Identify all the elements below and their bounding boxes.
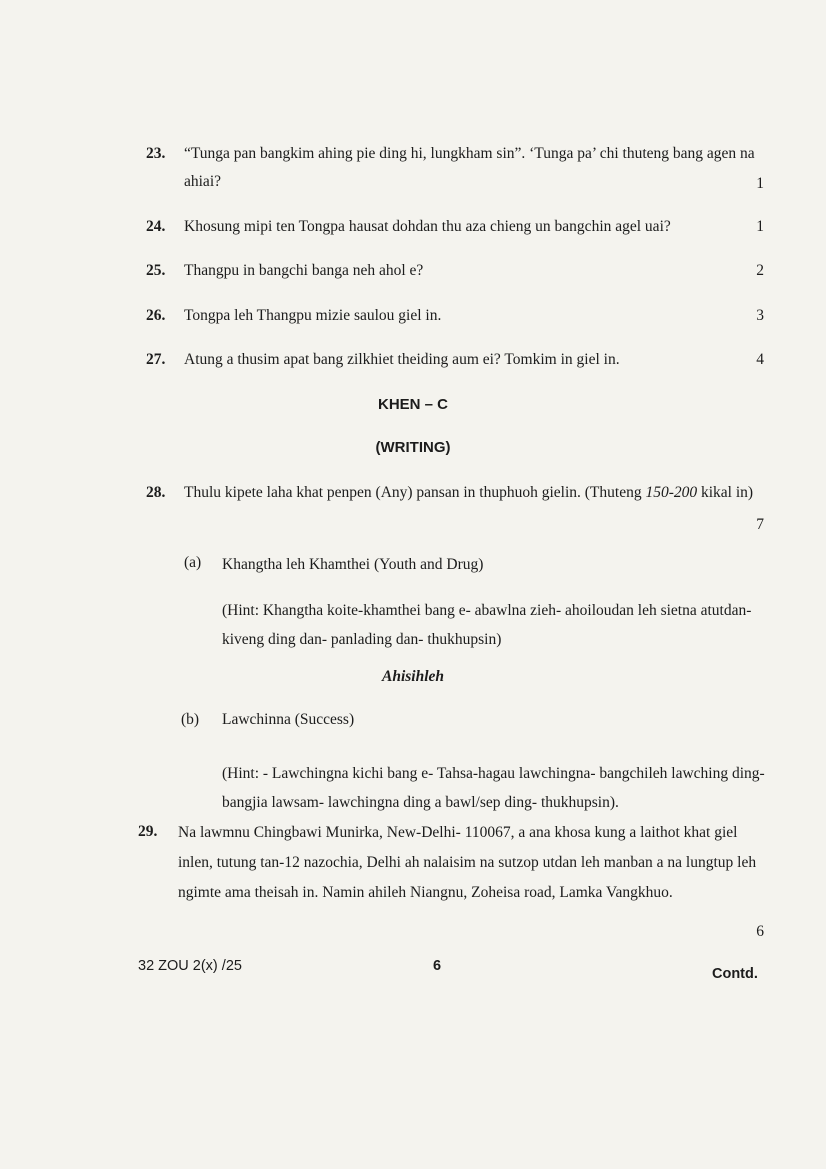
question-marks: 3 xyxy=(756,307,764,324)
option-b-hint: (Hint: - Lawchingna kichi bang e- Tahsa-hagau lawchingna- bangchileh lawching ding- bangjia lawsam- lawchingna ding a bawl/sep ding- thukhupsin). xyxy=(222,765,765,811)
question-number: 25. xyxy=(146,262,166,279)
section-subtitle: (WRITING) xyxy=(375,439,451,456)
question-27 xyxy=(146,346,770,376)
question-text xyxy=(184,479,756,507)
question-text: Tongpa leh Thangpu mizie saulou giel in. xyxy=(184,307,442,324)
option-a-label: (a) xyxy=(184,554,202,571)
question-number: 28. xyxy=(146,484,166,501)
option-b-title: Lawchinna (Success) xyxy=(222,711,355,728)
question-text: “Tunga pan bangkim ahing pie ding hi, lungkham sin”. ‘Tunga pa’ chi thuteng bang agen na ahiai? xyxy=(184,145,755,190)
question-marks: 4 xyxy=(756,351,764,368)
question-marks: 1 xyxy=(756,175,764,192)
question-number: 26. xyxy=(146,307,166,324)
or-divider: Ahisihleh xyxy=(381,668,445,685)
paper-code: 32 ZOU 2(x) /25 xyxy=(138,958,242,974)
continued-label: Contd. xyxy=(712,966,758,982)
page-number: 6 xyxy=(433,958,442,974)
question-24 xyxy=(146,213,770,243)
question-text: Na lawmnu Chingbawi Munirka, New-Delhi- 110067, a ana khosa kung a laithot khat giel inlen, tutung tan-12 nazochia, Delhi ah nalaisim na sutzop utdan leh manban a na lungtup leh ngimte ama theisah in. Namin ahileh Niangnu, Zoheisa road, Lamka Vangkhuo. xyxy=(178,824,757,901)
question-marks: 6 xyxy=(756,923,764,940)
question-number: 29. xyxy=(138,823,158,840)
question-marks: 7 xyxy=(756,516,764,533)
section-title: KHEN – C xyxy=(377,396,448,413)
question-marks: 2 xyxy=(756,262,764,279)
question-number: 23. xyxy=(146,145,166,162)
question-text: Khosung mipi ten Tongpa hausat dohdan thu aza chieng un bangchin agel uai? xyxy=(184,218,671,235)
option-a-title: Khangtha leh Khamthei (Youth and Drug) xyxy=(222,556,484,573)
word-range: 150-200 xyxy=(645,484,698,501)
question-number: 24. xyxy=(146,218,166,235)
question-29 xyxy=(138,818,778,942)
question-number: 27. xyxy=(146,351,166,368)
question-text-end: kikal in) xyxy=(697,484,754,501)
question-text: Thangpu in bangchi banga neh ahol e? xyxy=(184,262,424,279)
option-a-hint: (Hint: Khangtha koite-khamthei bang e- abawlna zieh- ahoiloudan leh sietna atutdan- kiveng ding dan- panlading dan- thukhupsin) xyxy=(222,602,752,648)
question-28 xyxy=(146,479,770,539)
question-marks: 1 xyxy=(756,218,764,235)
question-25 xyxy=(146,257,770,287)
question-23 xyxy=(146,140,770,200)
question-text-start: Thulu kipete laha khat penpen (Any) pansan in thuphuoh gielin. (Thuteng xyxy=(184,484,646,501)
question-26 xyxy=(146,302,770,332)
question-text: Atung a thusim apat bang zilkhiet theiding aum ei? Tomkim in giel in. xyxy=(184,351,620,368)
option-b-label: (b) xyxy=(181,711,200,728)
